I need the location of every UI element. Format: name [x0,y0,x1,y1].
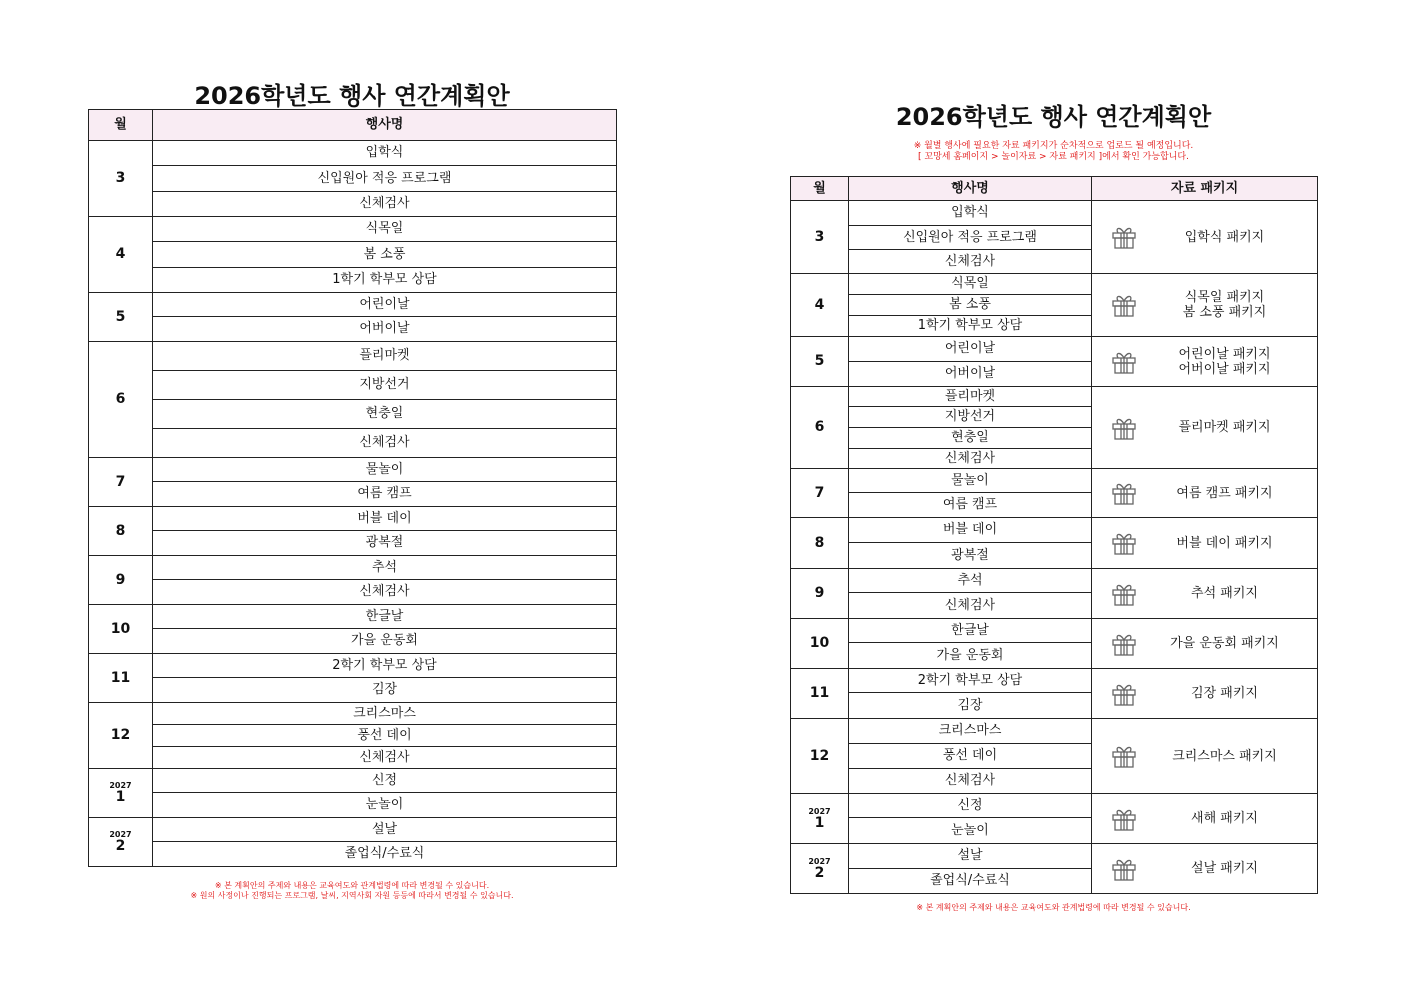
event-cell: 설날 [849,844,1092,869]
month-cell [89,293,153,342]
table-row [89,678,617,703]
event-cell: 신입원아 적응 프로그램 [153,166,617,192]
event-cell: 물놀이 [849,469,1092,493]
event-header: 행사명 [153,110,617,141]
event-cell: 현충일 [153,400,617,429]
table-row [89,429,617,458]
event-cell: 신체검사 [153,429,617,458]
right-note-1: ※ 본 계획안의 주제와 내용은 교육여도와 관계법령에 따라 변경될 수 있습니다. [916,903,1191,912]
month-cell [89,818,153,867]
package-label[interactable]: 크리스마스 패키지 [1172,748,1277,764]
table-row [89,654,617,678]
table-row [89,293,617,317]
month-label: 1 [814,814,825,831]
package-header: 자료 패키지 [1092,177,1318,201]
package-label[interactable]: 플리마켓 패키지 [1178,420,1271,435]
package-label[interactable]: 어버이날 패키지 [1178,361,1271,377]
package-cell[interactable] [1092,201,1318,274]
month-cell [89,458,153,507]
gift-icon [1110,415,1138,441]
table-row [791,569,1318,593]
month-label: 12 [809,747,830,764]
month-label: 10 [809,635,830,651]
event-cell: 지방선거 [849,407,1092,428]
table-row [791,719,1318,744]
package-label[interactable]: 추석 패키지 [1191,586,1258,601]
table-row [791,794,1318,818]
package-cell[interactable] [1092,518,1318,569]
month-cell [791,569,849,619]
package-label[interactable]: 새해 패키지 [1191,811,1258,826]
right-subtitle [790,141,1317,163]
event-cell: 어린이날 [849,337,1092,362]
event-cell: 눈놀이 [153,793,617,818]
event-cell: 버블 데이 [153,507,617,531]
event-cell: 봄 소풍 [153,242,617,268]
left-event-table [88,109,617,867]
event-cell: 버블 데이 [849,518,1092,543]
event-cell: 1학기 학부모 상담 [153,268,617,293]
gift-icon [1110,224,1138,250]
year-label: 2027 [109,781,132,790]
gift-icon [1110,581,1138,607]
package-label[interactable]: 설날 패키지 [1191,861,1258,876]
event-cell: 추석 [153,556,617,580]
left-page-title: 2026학년도 행사 연간계획안 [194,82,510,110]
event-cell: 신체검사 [153,192,617,217]
package-cell[interactable] [1092,469,1318,518]
event-cell: 풍선 데이 [153,725,617,747]
month-label: 8 [814,534,825,551]
month-label: 4 [115,246,126,262]
table-row [89,400,617,429]
gift-icon [1110,856,1138,882]
table-row [89,725,617,747]
table-row [89,842,617,867]
table-row [89,166,617,192]
left-note-1: ※ 본 계획안의 주제와 내용은 교육여도와 관계법령에 따라 변경될 수 있습니다. [214,881,490,890]
month-cell [89,769,153,818]
table-row [791,469,1318,493]
table-row [89,747,617,769]
package-cell[interactable] [1092,719,1318,794]
event-header: 행사명 [849,177,1092,201]
event-cell: 입학식 [153,141,617,166]
event-cell: 김장 [153,678,617,703]
event-cell: 어린이날 [153,293,617,317]
year-label: 2027 [109,830,132,839]
package-label[interactable]: 김장 패키지 [1191,686,1258,701]
package-cell[interactable] [1092,794,1318,844]
month-cell [791,518,849,569]
table-row [791,669,1318,693]
event-cell: 신정 [849,794,1092,818]
event-cell: 추석 [849,569,1092,593]
event-cell: 크리스마스 [153,703,617,725]
event-cell: 지방선거 [153,371,617,400]
month-cell [791,387,849,469]
event-cell: 신정 [153,769,617,793]
month-cell [791,274,849,337]
month-cell [791,844,849,894]
month-label: 6 [814,419,825,435]
month-cell [89,507,153,556]
month-cell [89,141,153,217]
month-label: 5 [115,308,126,325]
gift-icon [1110,349,1138,375]
month-label: 3 [115,170,126,186]
event-cell: 식목일 [849,274,1092,295]
event-cell: 크리스마스 [849,719,1092,744]
right-event-table [790,176,1318,894]
package-label[interactable]: 여름 캠프 패키지 [1176,485,1273,501]
month-label: 6 [115,391,126,407]
package-label[interactable]: 버블 데이 패키지 [1176,535,1273,551]
table-row [89,507,617,531]
package-cell[interactable] [1092,669,1318,719]
right-subtitle-line-2: [ 꼬망세 홈페이지 > 놀이자료 > 자료 패키지 ]에서 확인 가능합니다. [918,152,1189,162]
month-cell [791,794,849,844]
right-page-title: 2026학년도 행사 연간계획안 [895,103,1212,131]
table-row [89,556,617,580]
event-cell: 설날 [153,818,617,842]
package-cell[interactable] [1092,387,1318,469]
event-cell: 어버이날 [153,317,617,342]
month-cell [791,337,849,387]
event-cell: 플리마켓 [849,387,1092,407]
left-notes [88,881,616,901]
table-row [791,201,1318,226]
package-label[interactable]: 식목일 패키지 [1184,290,1265,305]
table-row [89,580,617,605]
gift-icon [1110,681,1138,707]
table-row [89,217,617,242]
package-label[interactable]: 가을 운동회 패키지 [1170,636,1279,651]
table-row [89,605,617,629]
table-row [791,337,1318,362]
event-cell: 신체검사 [849,593,1092,619]
table-row [89,242,617,268]
event-cell: 신입원아 적응 프로그램 [849,226,1092,250]
month-cell [89,654,153,703]
event-cell: 신체검사 [153,747,617,769]
month-label: 7 [115,473,126,490]
event-cell: 어버이날 [849,362,1092,387]
right-subtitle-line-1: ※ 월별 행사에 필요한 자료 패키지가 순차적으로 업로드 될 예정입니다. [913,141,1194,151]
package-label[interactable]: 입학식 패키지 [1184,229,1265,245]
event-cell: 졸업식/수료식 [153,842,617,867]
right-notes [790,903,1317,913]
month-label: 7 [814,484,825,501]
event-cell: 가을 운동회 [849,643,1092,669]
month-label: 9 [814,585,825,601]
table-row [791,619,1318,643]
package-cell[interactable] [1092,569,1318,619]
month-cell [791,469,849,518]
month-header: 월 [791,177,849,201]
gift-icon [1110,292,1138,318]
table-row [89,192,617,217]
event-cell: 플리마켓 [153,342,617,371]
event-cell: 2학기 학부모 상담 [153,654,617,678]
left-note-2: ※ 원의 사정이나 진행되는 프로그램, 날씨, 지역사회 자원 등등에 따라서 변경될 수 있습니다. [190,891,514,900]
gift-icon [1110,631,1138,657]
gift-icon [1110,530,1138,556]
table-row [89,268,617,293]
event-cell: 1학기 학부모 상담 [849,316,1092,337]
year-label: 2027 [808,806,831,816]
table-row [89,818,617,842]
package-cell[interactable] [1092,274,1318,337]
gift-icon [1110,743,1138,769]
table-row [89,482,617,507]
table-row [89,531,617,556]
event-cell: 신체검사 [849,449,1092,469]
event-cell: 현충일 [849,428,1092,449]
year-label: 2027 [808,856,831,866]
month-label: 4 [814,296,825,313]
event-cell: 신체검사 [849,769,1092,794]
table-row [791,274,1318,295]
month-cell [791,669,849,719]
month-cell [791,201,849,274]
event-cell: 김장 [849,693,1092,719]
month-label: 10 [110,620,131,637]
table-row [89,703,617,725]
month-cell [89,556,153,605]
month-label: 11 [110,669,131,686]
event-cell: 눈놀이 [849,818,1092,844]
month-cell [89,342,153,458]
table-row [89,629,617,654]
gift-icon [1110,480,1138,506]
package-cell[interactable] [1092,844,1318,894]
event-cell: 졸업식/수료식 [849,869,1092,894]
month-header: 월 [89,110,153,141]
month-label: 9 [115,571,126,588]
month-cell [89,605,153,654]
table-row [89,793,617,818]
month-label: 3 [814,228,825,245]
month-label: 1 [115,789,126,805]
month-label: 2 [115,838,126,854]
event-cell: 신체검사 [849,250,1092,274]
month-cell [89,217,153,293]
gift-icon [1110,806,1138,832]
table-row [791,518,1318,543]
event-cell: 한글날 [849,619,1092,643]
event-cell: 광복절 [849,543,1092,569]
month-label: 11 [809,685,830,701]
month-label: 2 [814,864,825,881]
table-row [89,141,617,166]
month-cell [89,703,153,769]
event-cell: 가을 운동회 [153,629,617,654]
package-label[interactable]: 봄 소풍 패키지 [1182,305,1267,320]
event-cell: 물놀이 [153,458,617,482]
month-cell [791,719,849,794]
month-label: 5 [814,353,825,369]
package-label[interactable]: 어린이날 패키지 [1178,346,1271,362]
event-cell: 풍선 데이 [849,744,1092,769]
event-cell: 입학식 [849,201,1092,226]
month-label: 8 [115,522,126,539]
event-cell: 여름 캠프 [153,482,617,507]
event-cell: 신체검사 [153,580,617,605]
table-row [791,387,1318,407]
table-row [89,317,617,342]
table-row [791,844,1318,869]
event-cell: 광복절 [153,531,617,556]
package-cell[interactable] [1092,619,1318,669]
event-cell: 한글날 [153,605,617,629]
event-cell: 식목일 [153,217,617,242]
table-row [89,769,617,793]
table-row [89,458,617,482]
package-cell[interactable] [1092,337,1318,387]
table-row [89,371,617,400]
month-cell [791,619,849,669]
month-label: 12 [110,727,131,743]
event-cell: 2학기 학부모 상담 [849,669,1092,693]
event-cell: 봄 소풍 [849,295,1092,316]
event-cell: 여름 캠프 [849,493,1092,518]
table-row [89,342,617,371]
